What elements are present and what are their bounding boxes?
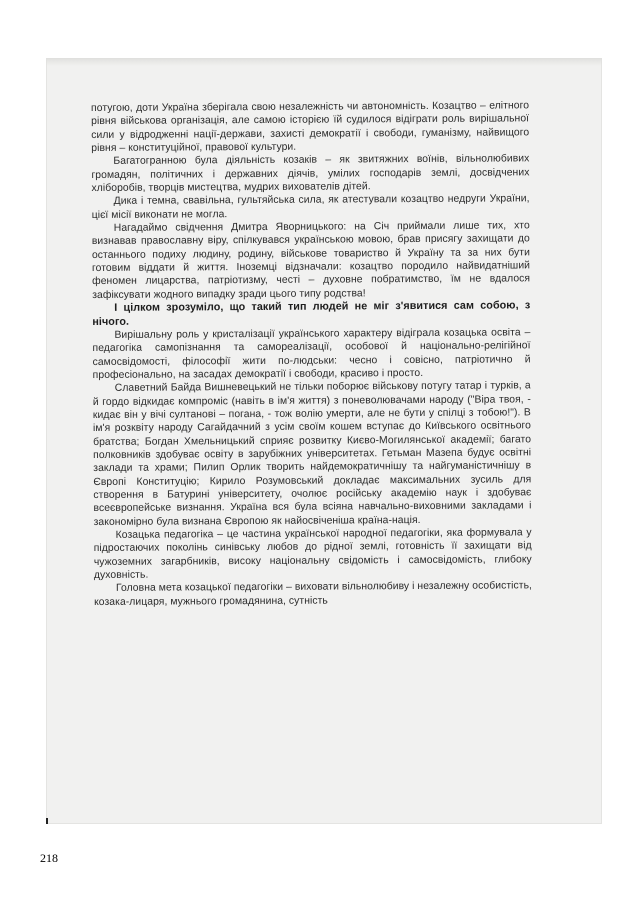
page-number: 218 [40, 851, 58, 865]
paragraph: Нагадаймо свідчення Дмитра Яворницького: на Січ приймали лише тих, хто визнавав православну віру, спілкувався українською мовою, брав присягу захищати до останнього подиху людину, родину, військове товариство й Україну та за них бути готовим віддати й життя. Іноземці відзначали: козацтво породило найвидатніший феномен лицарства, патріотизму, честі – духовне побратимство, їм не вдалося зафіксувати жодного випадку зради цього типу родства! [91, 220, 531, 301]
paragraph: потугою, доти Україна зберігала свою незалежність чи автономність. Козацтво – елітного рівня військова організація, але самою історією їй судилося відіграти роль вирішальної сили у відродженні нації-держави, захисті демократії і свободи, гуманізму, найвищого рівня – конституційної, правової культури. [91, 100, 530, 155]
paragraph: Козацька педагогіка – це частина української народної педагогіки, яка формувала у підростаючих поколінь синівську любов до рідної землі, готовність її захищати від чужоземних загарбників, високу національну свідомість і самосвідомість, глибоку духовність. [93, 527, 532, 582]
paragraph: Багатогранною була діяльність козаків – як звитяжних воїнів, вільнолюбивих громадян, політичних і державних діячів, умілих господарів землі, досвідчених хліборобів, творців мистецтва, мудрих вихователів дітей. [91, 153, 530, 195]
crop-mark [46, 818, 48, 824]
paragraph: Вирішальну роль у кристалізації українського характеру відіграла козацька освіта – педагогіка самопізнання та самореалізації, особової й національно-релігійної самосвідомості, філософії жити по-людськи: чесно і совісно, патріотично й професіонально, на засадах демократії і свободи, красиво і просто. [92, 327, 531, 381]
paragraph: Головна мета козацької педагогіки – виховати вільнолюбиву і незалежну особистість, козака-лицаря, мужнього громадянина, сутність [94, 580, 532, 608]
bold-paragraph: І цілком зрозуміло, що такий тип людей не міг з'явитися сам собою, з нічого. [92, 299, 531, 328]
paragraph: Дика і темна, свавільна, гультяйська сила, як атестували козацтво недруги України, цієї місії виконати не могла. [91, 193, 530, 221]
scan-shadow-edge [46, 58, 602, 66]
paragraph: Славетний Байда Вишневецький не тільки поборює військову потугу татар і турків, а й гордо відкидає компроміс (навіть в ім'я життя) з поневолювачами народу ("Віра твоя, - кидає він у вічі султанові – погана, - тож волію умерти, але не бути у спілці з тобою!"). В ім'я розквіту народу Сагайдачний з усім своїм кошем вступає до Київського освітнього братства; Богдан Хмельницький сприяє розвитку Києво-Могилянської академії; багато полковників здобуває освіту в зарубіжних університетах. Гетьман Мазепа будує освітні заклади та храми; Пилип Орлик творить найдемократичнішу та найгуманістичнішу в Європі Конституцію; Кирило Розумовський докладає максимальних зусиль для створення в Батурині університету, очолює російську академію наук і здобуває всеєвропейське визнання. Україна вся була всіяна навчально-виховними закладами і закономірно була визнана Європою як найосвіченіша країна-нація. [92, 380, 532, 528]
body-text [91, 99, 532, 609]
